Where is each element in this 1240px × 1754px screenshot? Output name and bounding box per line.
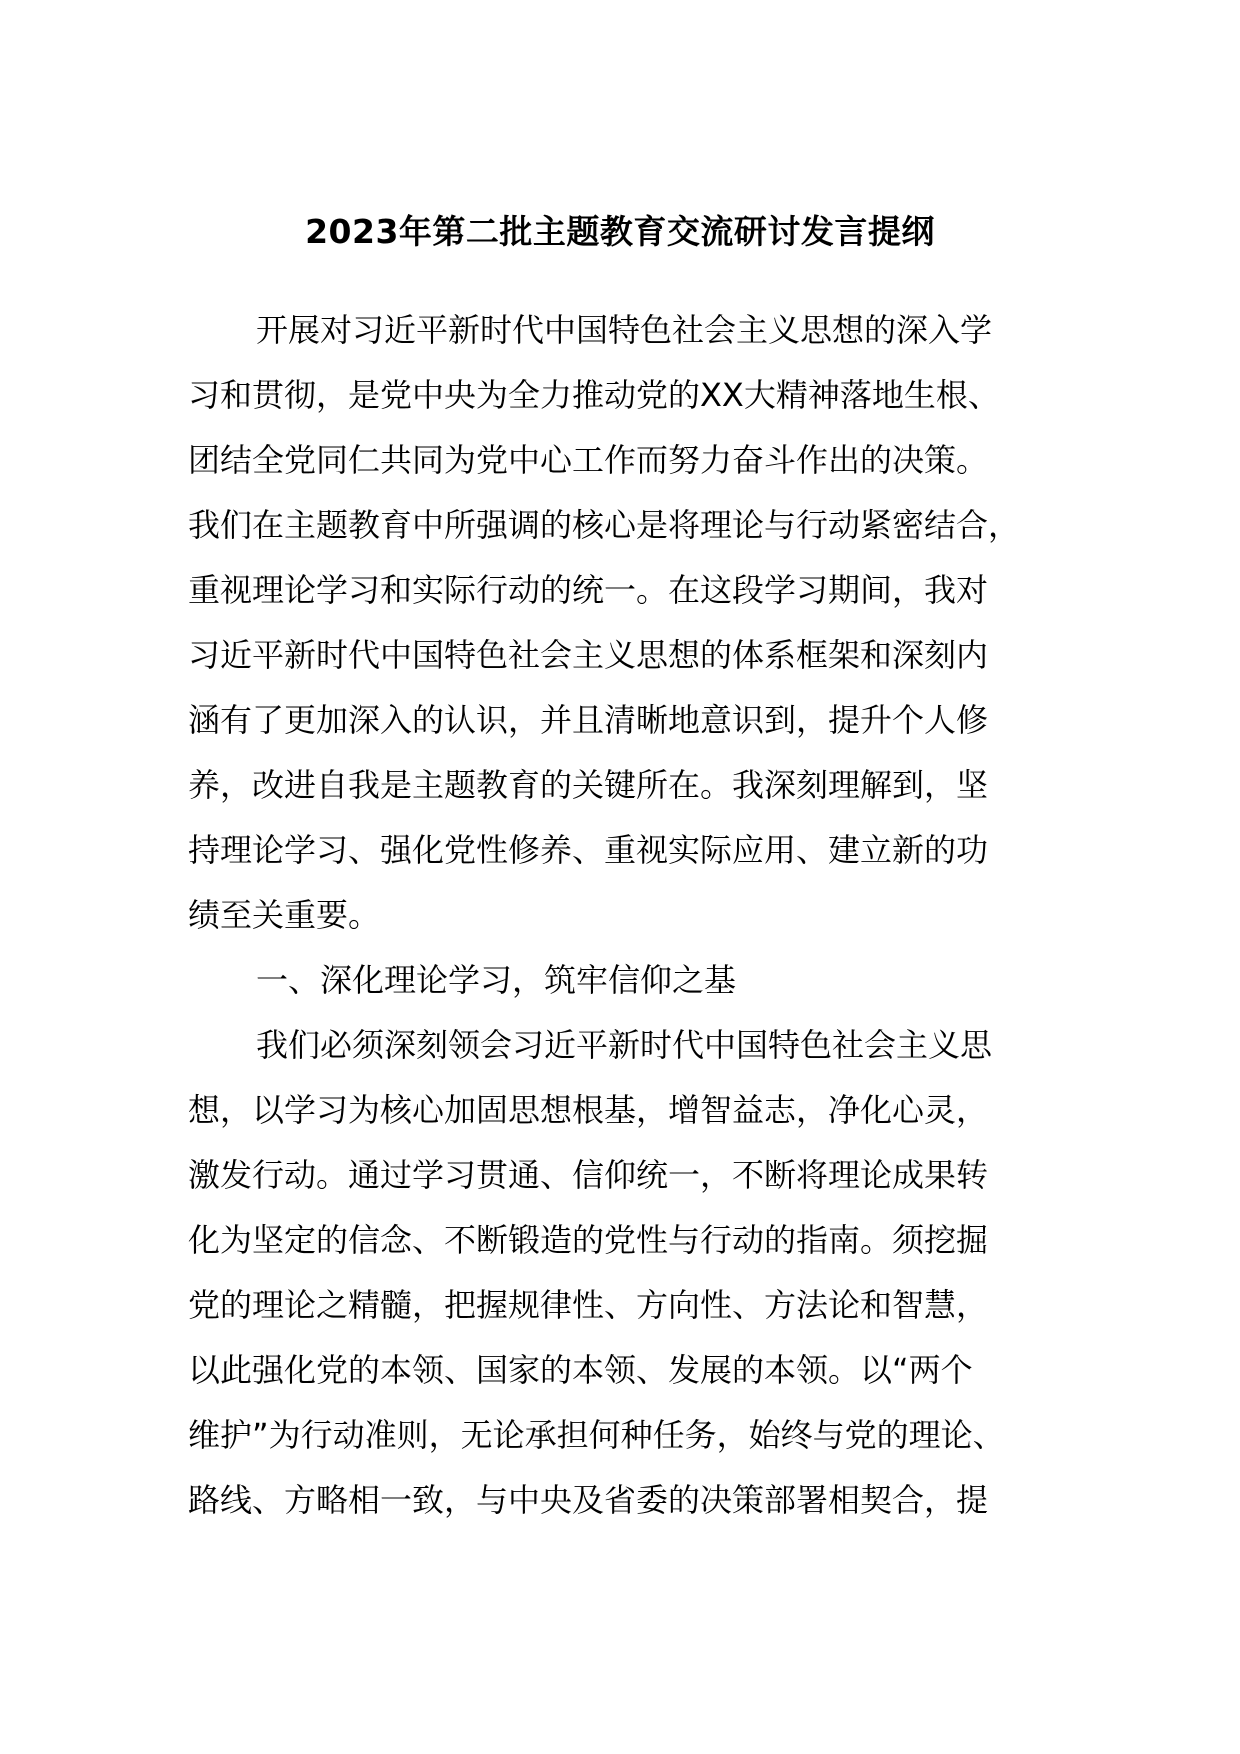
document-body	[188, 298, 1058, 1533]
paragraph-line: 维护”为行动准则，无论承担何种任务，始终与党的理论、	[188, 1416, 1005, 1454]
paragraph-line: 重视理论学习和实际行动的统一。在这段学习期间，我对	[188, 571, 989, 609]
paragraph-line: 习近平新时代中国特色社会主义思想的体系框架和深刻内	[188, 636, 989, 674]
paragraph-line: 想，以学习为核心加固思想根基，增智益志，净化心灵，	[188, 1091, 989, 1129]
section-heading: 一、深化理论学习，筑牢信仰之基	[256, 961, 737, 999]
paragraph-line: 养，改进自我是主题教育的关键所在。我深刻理解到，坚	[188, 766, 989, 804]
paragraph-line: 我们必须深刻领会习近平新时代中国特色社会主义思	[256, 1026, 993, 1064]
paragraph-line: 以此强化党的本领、国家的本领、发展的本领。以“两个	[188, 1351, 973, 1389]
paragraph-line: 持理论学习、强化党性修养、重视实际应用、建立新的功	[188, 831, 989, 869]
paragraph-line: 开展对习近平新时代中国特色社会主义思想的深入学	[256, 311, 993, 349]
paragraph-line: 路线、方略相一致，与中央及省委的决策部署相契合，提	[188, 1481, 989, 1519]
paragraph-line: 习和贯彻，是党中央为全力推动党的XX大精神落地生根、	[188, 376, 1000, 414]
paragraph-line: 化为坚定的信念、不断锻造的党性与行动的指南。须挖掘	[188, 1221, 989, 1259]
paragraph-line: 绩至关重要。	[188, 896, 381, 934]
paragraph-line: 我们在主题教育中所强调的核心是将理论与行动紧密结合，	[188, 506, 1021, 544]
paragraph-line: 团结全党同仁共同为党中心工作而努力奋斗作出的决策。	[188, 441, 989, 479]
paragraph-line: 涵有了更加深入的认识，并且清晰地意识到，提升个人修	[188, 701, 989, 739]
paragraph-line: 激发行动。通过学习贯通、信仰统一，不断将理论成果转	[188, 1156, 989, 1194]
paragraph-line: 党的理论之精髓，把握规律性、方向性、方法论和智慧，	[188, 1286, 989, 1324]
document-title: 2023年第二批主题教育交流研讨发言提纲	[305, 212, 935, 251]
